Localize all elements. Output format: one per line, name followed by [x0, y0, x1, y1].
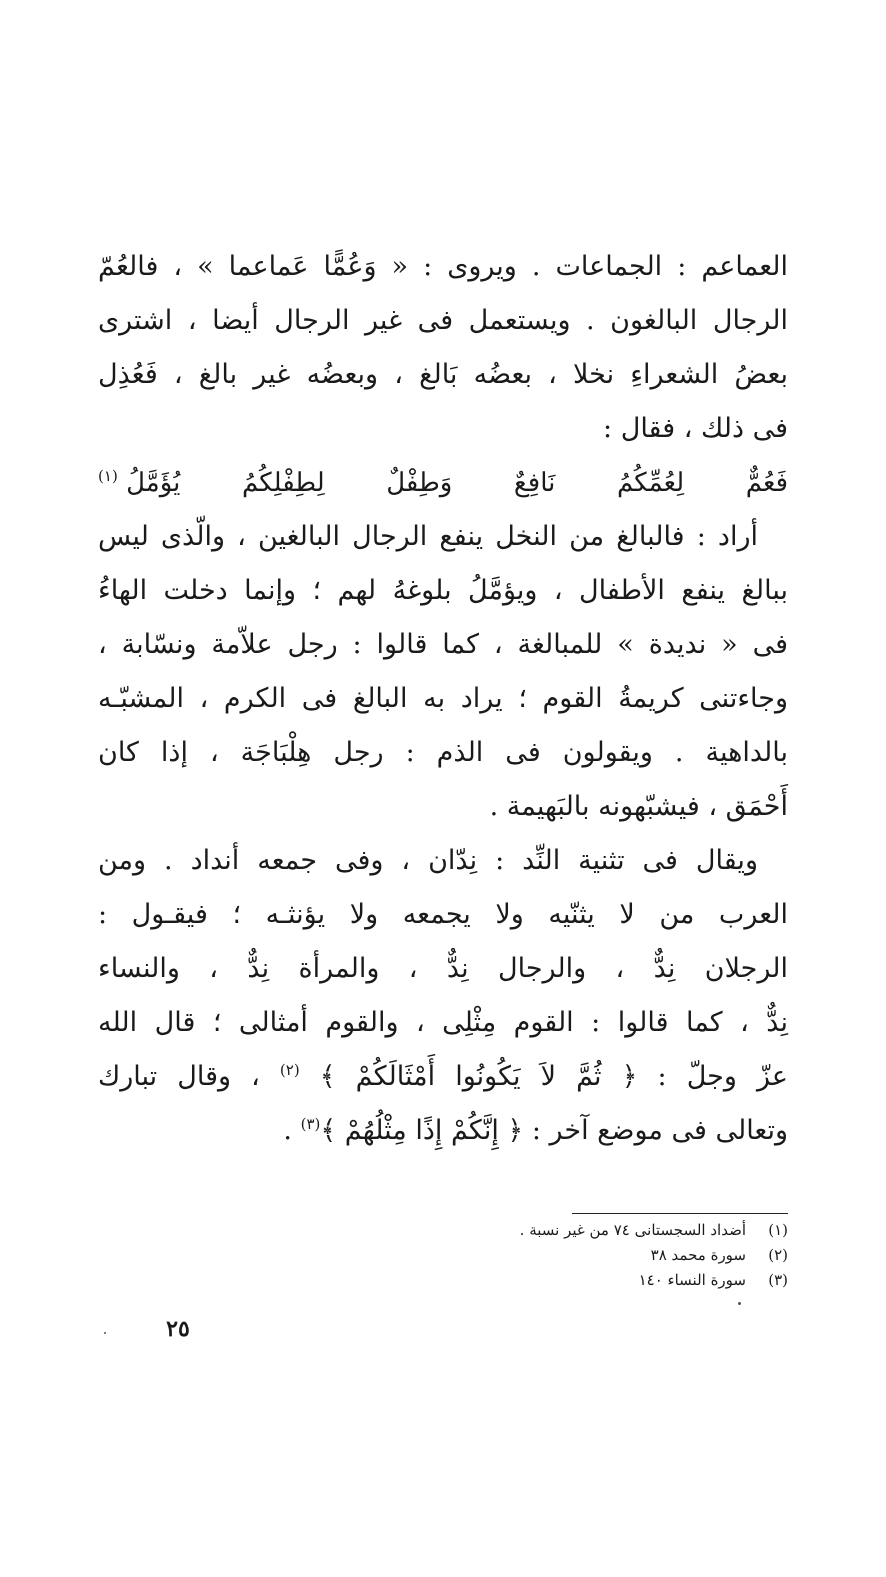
verse-word: لِطِفْلِكُمُ: [241, 468, 325, 498]
quran-line: [98, 1050, 788, 1104]
text-line: الرجال البالغون . ويستعمل فى غير الرجال أيضا ، اشترى: [98, 305, 788, 336]
footnote-marker: (٢): [279, 1061, 300, 1079]
verse-last-word: يُؤَمَّلُ (١): [98, 456, 180, 510]
text-fragment: .: [283, 1115, 293, 1146]
footnotes: [400, 1218, 788, 1293]
footnote-number: (٣): [768, 1271, 788, 1289]
footnote-item: [400, 1268, 788, 1293]
print-speck: [104, 1332, 106, 1334]
footnote-marker: (٣): [300, 1115, 321, 1133]
text-line: وجاءتنى كريمةُ القوم ؛ يراد به البالغ فى الكرم ، المشبّـه: [98, 683, 788, 714]
footnote-item: [400, 1218, 788, 1243]
footnote-number: (١): [768, 1221, 788, 1239]
quran-quote: وتعالى فى موضع آخر : ﴿ إِنَّكُمْ إِذًا مِثْلُهُمْ ﴾: [320, 1115, 788, 1146]
text-line: ويقال فى تثنية النِّد : نِدّان ، وفى جمعه أنداد . ومن: [98, 845, 758, 876]
main-text: [98, 240, 788, 1158]
text-line: العماعم : الجماعات . ويروى : « وَعُمًّا عَماعما » ، فالعُمّ: [98, 251, 788, 282]
footnote-divider: [572, 1213, 788, 1214]
text-line: الرجلان نِدٌّ ، والرجال نِدٌّ ، والمرأة نِدٌّ ، والنساء: [98, 953, 788, 984]
footnote-text: أضداد السجستانى ٧٤ من غير نسبة .: [519, 1221, 746, 1239]
text-line: بعضُ الشعراءِ نخلا ، بعضُه بَالغ ، وبعضُه غير بالغ ، فَعُذِل: [98, 359, 788, 390]
text-line: فى « نديدة » للمبالغة ، كما قالوا : رجل علاّمة ونسّابة ،: [98, 629, 788, 660]
text-line: بالداهية . ويقولون فى الذم : رجل هِلْبَاجَة ، إذا كان: [98, 737, 788, 768]
text-line: أَحْمَق ، فيشبّهونه بالبَهيمة .: [489, 791, 788, 822]
poem-verse: [98, 456, 788, 510]
verse-word: فَعُمٌّ: [745, 468, 788, 498]
quran-quote: عزّ وجلّ : ﴿ ثُمَّ لاَ يَكُونُوا أَمْثَالَكُمْ ﴾: [319, 1061, 788, 1092]
text-line: نِدٌّ ، كما قالوا : القوم مِثْلِى ، والقوم أمثالى ؛ قال الله: [98, 1007, 788, 1038]
text-line: ببالغ ينفع الأطفال ، ويؤمَّلُ بلوغهُ لهم ؛ وإنما دخلت الهاءُ: [98, 575, 788, 606]
text-line: العرب من لا يثنّيه ولا يجمعه ولا يؤنثـه ؛ فيقـول :: [98, 899, 788, 930]
verse-word: نَافِعٌ: [513, 468, 556, 498]
text-line: فى ذلك ، فقال :: [603, 413, 788, 444]
print-speck: [738, 1302, 741, 1305]
footnote-item: [400, 1243, 788, 1268]
verse-word: يُؤَمَّلُ: [126, 468, 181, 498]
page-number: ٢٥: [166, 1316, 190, 1342]
verse-word: لِعُمِّكُمُ: [616, 468, 685, 498]
footnote-text: سورة النساء ١٤٠: [638, 1271, 746, 1289]
quran-line: [98, 1104, 788, 1158]
text-line: أراد : فالبالغ من النخل ينفع الرجال البالغين ، والّذى ليس: [98, 521, 758, 552]
verse-word: وَطِفْلٌ: [386, 468, 453, 498]
text-fragment: ، وقال تبارك: [98, 1061, 260, 1092]
footnote-number: (٢): [768, 1246, 788, 1264]
footnote-text: سورة محمد ٣٨: [650, 1246, 746, 1264]
